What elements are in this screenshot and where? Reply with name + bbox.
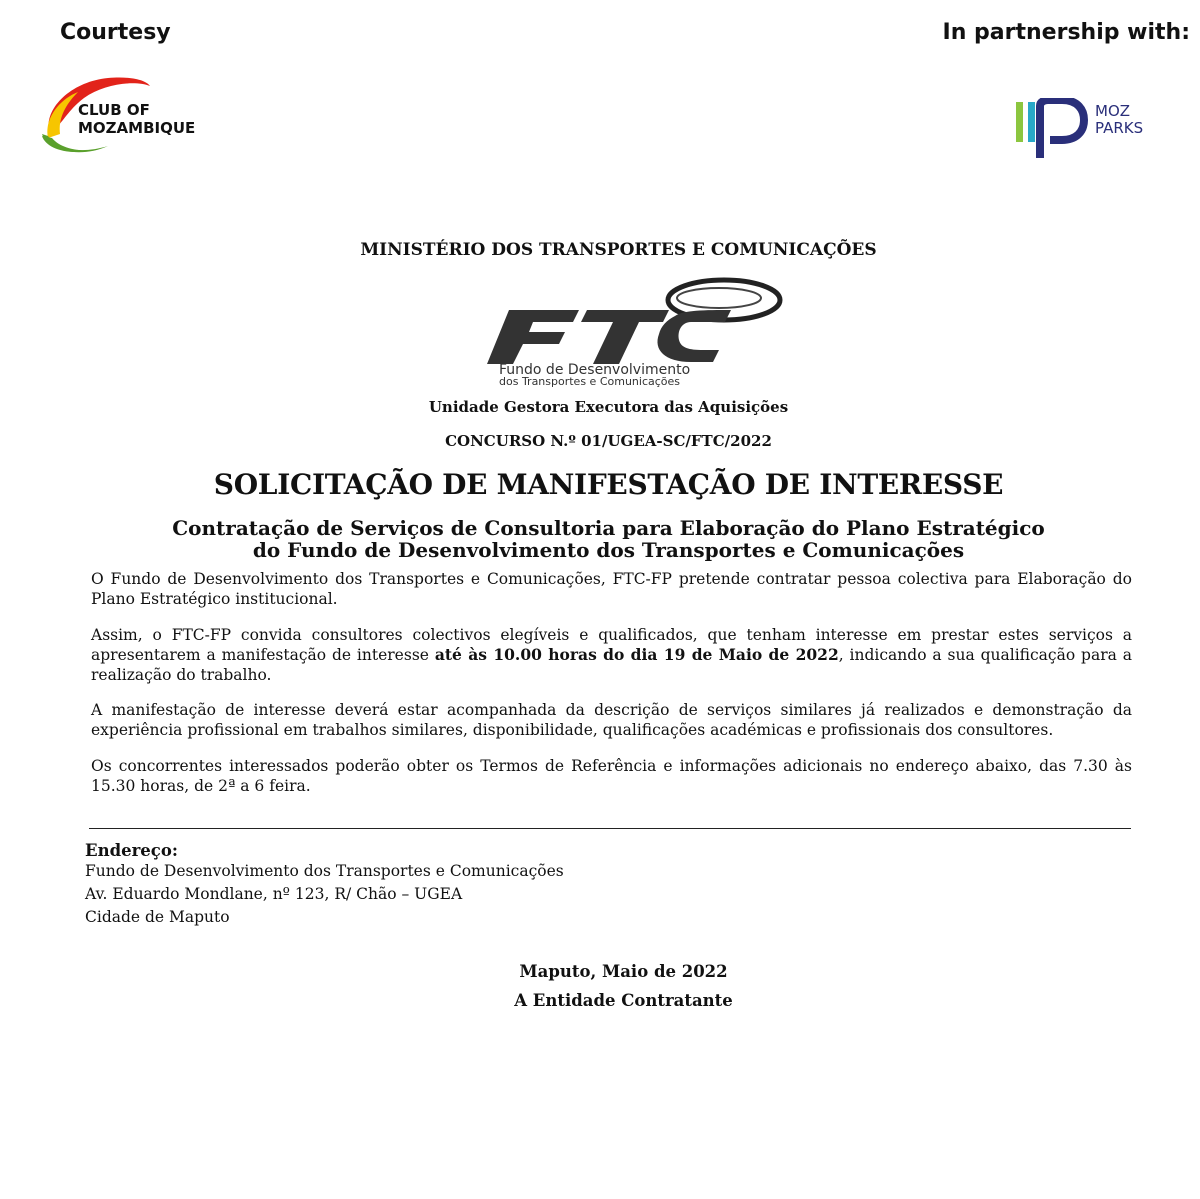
paragraph-requirements: A manifestação de interesse deverá estar acompanhada da descrição de serviços similares já realizados e demonstração da experiência profissional em trabalhos similares, disponibilidade, qualificações académicas e profissionais dos consultores. bbox=[91, 701, 1132, 739]
subtitle-line-2: do Fundo de Desenvolvimento dos Transportes e Comunicações bbox=[252, 538, 965, 562]
address-line-2: Av. Eduardo Mondlane, nº 123, R/ Chão – UGEA bbox=[85, 884, 463, 903]
moz-parks-logo-text: MOZ PARKS bbox=[1095, 102, 1144, 137]
address-title: Endereço: bbox=[85, 840, 178, 860]
paragraph-intro: O Fundo de Desenvolvimento dos Transportes e Comunicações, FTC-FP pretende contratar pessoa colectiva para Elaboração do Plano Estratégico institucional. bbox=[91, 570, 1132, 608]
paragraph-info: Os concorrentes interessados poderão obter os Termos de Referência e informações adicionais no endereço abaixo, das 7.30 às 15.30 horas, de 2ª a 6 feira. bbox=[91, 756, 1132, 795]
signatory: A Entidade Contratante bbox=[514, 990, 733, 1010]
address-line-3: Cidade de Maputo bbox=[85, 907, 230, 926]
document-title: SOLICITAÇÃO DE MANIFESTAÇÃO DE INTERESSE bbox=[213, 468, 1004, 501]
unit-heading: Unidade Gestora Executora das Aquisições bbox=[428, 398, 789, 416]
courtesy-label: Courtesy bbox=[60, 20, 171, 45]
address-line-1: Fundo de Desenvolvimento dos Transportes e Comunicações bbox=[85, 861, 564, 880]
paragraph-invitation: Assim, o FTC-FP convida consultores colectivos elegíveis e qualificados, que tenham interesse em prestar estes serviços a apresentarem a manifestação de interesse até às 10.00 horas do dia 19 de Maio de 2022, indicando a sua qualificação para a realização do trabalho. bbox=[91, 625, 1132, 684]
partnership-label: In partnership with: bbox=[942, 20, 1190, 45]
deadline-text: até às 10.00 horas do dia 19 de Maio de 2022 bbox=[434, 644, 839, 664]
document-subtitle bbox=[85, 517, 1132, 561]
place-date: Maputo, Maio de 2022 bbox=[519, 961, 728, 981]
ftc-logo bbox=[469, 274, 809, 390]
divider bbox=[89, 828, 1131, 829]
ftc-caption-line1: Fundo de Desenvolvimento bbox=[498, 362, 690, 378]
document-body bbox=[85, 240, 1132, 1015]
ftc-caption-line2: dos Transportes e Comunicações bbox=[498, 375, 680, 388]
signoff bbox=[115, 957, 1132, 1015]
subtitle-line-1: Contratação de Serviços de Consultoria para Elaboração do Plano Estratégico bbox=[172, 516, 1045, 540]
ministry-heading: MINISTÉRIO DOS TRANSPORTES E COMUNICAÇÕES bbox=[360, 240, 877, 260]
club-logo-text: CLUB OF MOZAMBIQUE bbox=[78, 101, 196, 137]
tender-number: CONCURSO N.º 01/UGEA-SC/FTC/2022 bbox=[445, 432, 772, 450]
